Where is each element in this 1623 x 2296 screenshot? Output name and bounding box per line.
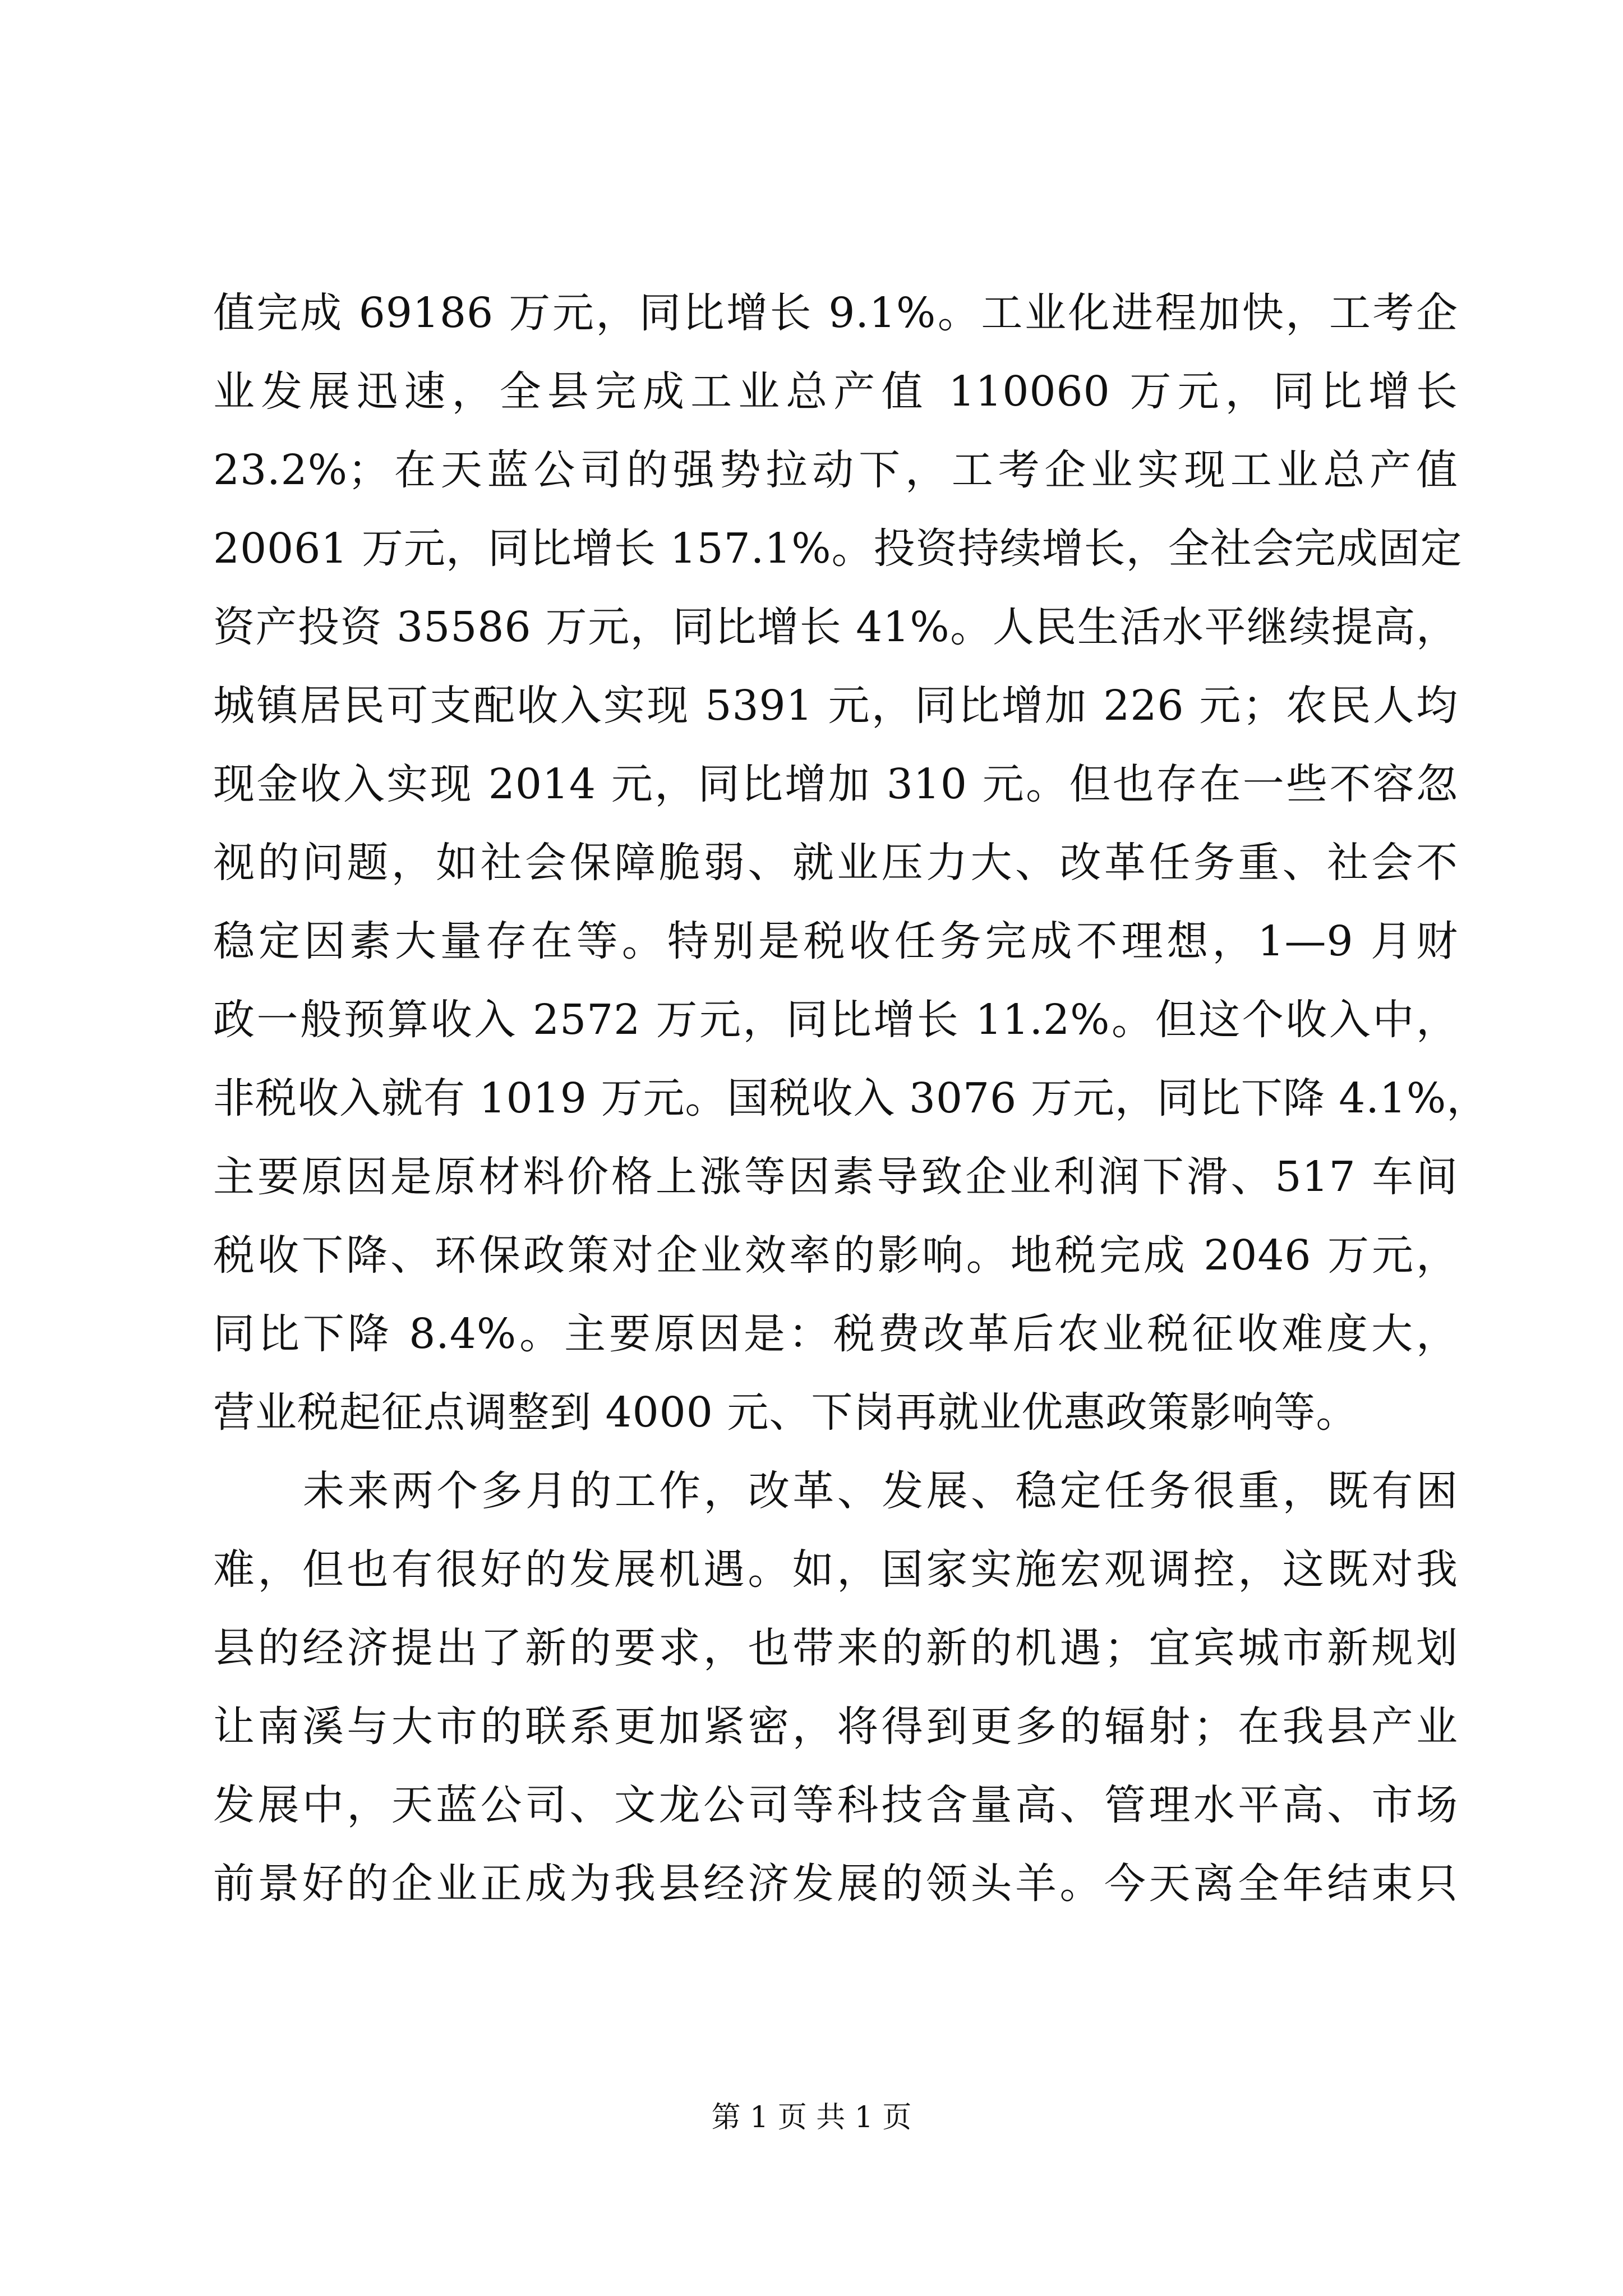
text-line: 发展中，天蓝公司、文龙公司等科技含量高、管理水平高、市场 [213,1781,1458,1829]
text-line: 税收下降、环保政策对企业效率的影响。地税完成 2046 万元， [213,1231,1458,1280]
text-line: 同比下降 8.4%。主要原因是：税费改革后农业税征收难度大， [213,1310,1458,1358]
paragraph-economic-summary [213,274,1489,1452]
text-line: 前景好的企业正成为我县经济发展的领头羊。今天离全年结束只 [213,1860,1458,1908]
text-line: 视的问题，如社会保障脆弱、就业压力大、改革任务重、社会不 [213,839,1458,887]
text-line: 难，但也有很好的发展机遇。如，国家实施宏观调控，这既对我 [213,1545,1458,1594]
text-line: 20061 万元，同比增长 157.1%。投资持续增长，全社会完成固定 [213,524,1463,573]
text-line: 业发展迅速，全县完成工业总产值 110060 万元，同比增长 [213,367,1458,416]
paragraph-outlook [213,1452,1458,1923]
text-line: 政一般预算收入 2572 万元，同比增长 11.2%。但这个收入中， [213,996,1458,1044]
text-line: 营业税起征点调整到 4000 元、下岗再就业优惠政策影响等。 [213,1388,1358,1437]
text-line: 值完成 69186 万元，同比增长 9.1%。工业化进程加快，工考企 [213,289,1458,337]
text-line: 23.2%；在天蓝公司的强势拉动下，工考企业实现工业总产值 [213,446,1458,494]
text-line: 资产投资 35586 万元，同比增长 41%。人民生活水平继续提高， [213,603,1458,651]
text-line: 未来两个多月的工作，改革、发展、稳定任务很重，既有困 [303,1467,1458,1515]
text-line: 主要原因是原材料价格上涨等因素导致企业利润下滑、517 车间 [213,1153,1458,1201]
text-line: 县的经济提出了新的要求，也带来的新的机遇；宜宾城市新规划 [213,1624,1458,1672]
document-body [213,274,1489,1923]
text-line: 非税收入就有 1019 万元。国税收入 3076 万元，同比下降 4.1%， [213,1074,1489,1122]
text-line: 城镇居民可支配收入实现 5391 元，同比增加 226 元；农民人均 [213,682,1458,730]
text-line: 让南溪与大市的联系更加紧密，将得到更多的辐射；在我县产业 [213,1703,1458,1751]
text-line: 现金收入实现 2014 元，同比增加 310 元。但也存在一些不容忽 [213,760,1458,808]
page-number-footer: 第 1 页 共 1 页 [711,2101,912,2134]
text-line: 稳定因素大量存在等。特别是税收任务完成不理想，1—9 月财 [213,917,1458,965]
